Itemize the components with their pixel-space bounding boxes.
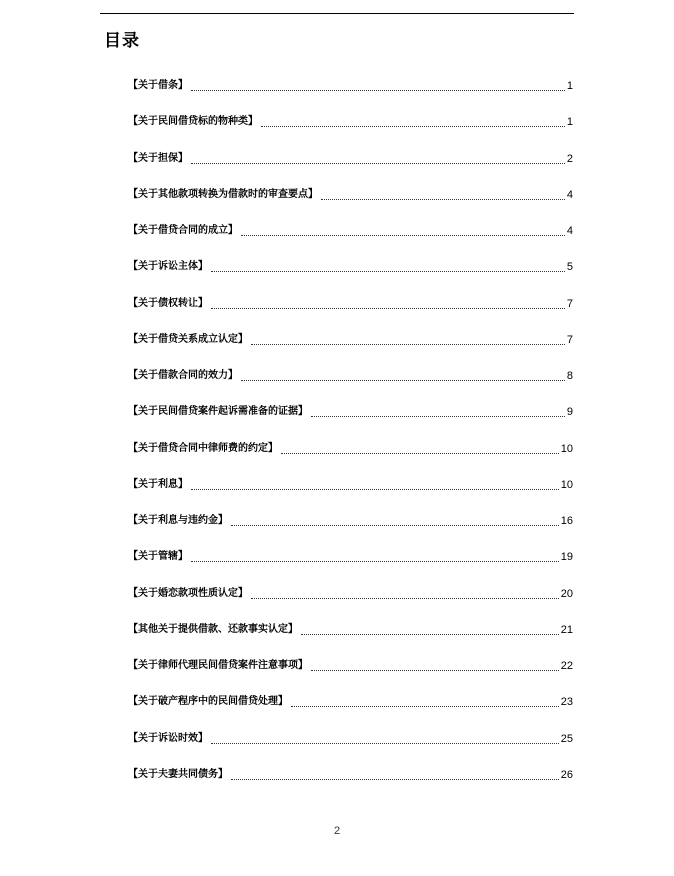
toc-entry[interactable]	[128, 439, 573, 475]
toc-dot-leader	[301, 620, 559, 635]
toc-entry-page-number[interactable]: 10	[560, 478, 573, 491]
toc-entry-title[interactable]: 【关于借贷关系成立认定】	[128, 333, 248, 345]
toc-entry-page-number[interactable]: 22	[560, 660, 573, 672]
toc-entry-page-number[interactable]: 20	[560, 587, 573, 600]
toc-entry[interactable]	[128, 584, 573, 620]
toc-entry-title[interactable]: 【关于担保】	[128, 152, 188, 164]
toc-entry-page-number[interactable]: 7	[566, 297, 573, 310]
toc-entry-page-number[interactable]: 5	[566, 261, 573, 274]
header-rule	[100, 13, 574, 14]
toc-dot-leader	[191, 149, 565, 164]
toc-entry[interactable]	[128, 221, 573, 257]
toc-dot-leader	[251, 330, 565, 345]
toc-entry-page-number[interactable]: 8	[566, 370, 573, 382]
toc-entry-title[interactable]: 【其他关于提供借款、还款事实认定】	[128, 623, 298, 635]
toc-entry-page-number[interactable]: 4	[566, 225, 573, 237]
toc-dot-leader	[321, 185, 565, 200]
toc-dot-leader	[191, 76, 565, 91]
toc-entry-title[interactable]: 【关于民间借贷案件起诉需准备的证据】	[128, 406, 308, 418]
toc-entry[interactable]	[128, 366, 573, 402]
toc-entry-page-number[interactable]: 16	[560, 515, 573, 527]
toc-entry-title[interactable]: 【关于其他款项转换为借款时的审查要点】	[128, 188, 318, 200]
toc-entry-title[interactable]: 【关于利息与违约金】	[128, 515, 228, 526]
toc-entry[interactable]	[128, 547, 573, 583]
toc-entry-title[interactable]: 【关于破产程序中的民间借贷处理】	[128, 696, 288, 708]
toc-entry[interactable]	[128, 729, 573, 765]
page-number: 2	[333, 825, 341, 837]
toc-entry[interactable]	[128, 149, 573, 185]
toc-entry-page-number[interactable]: 2	[566, 152, 573, 165]
toc-entry-title[interactable]: 【关于诉讼时效】	[128, 732, 208, 744]
toc-dot-leader	[311, 656, 559, 671]
toc-dot-leader	[211, 729, 559, 744]
toc-entry[interactable]	[128, 692, 573, 728]
toc-entry-title[interactable]: 【关于夫妻共同债务】	[128, 768, 228, 780]
toc-dot-leader	[261, 112, 565, 127]
toc-dot-leader	[281, 439, 559, 454]
toc-entry[interactable]	[128, 511, 573, 547]
toc-entry[interactable]	[128, 656, 573, 692]
toc-entry-title[interactable]: 【关于借贷合同中律师费的约定】	[128, 442, 278, 454]
toc-entry-page-number[interactable]: 1	[566, 80, 573, 92]
toc-entry-title[interactable]: 【关于婚恋款项性质认定】	[128, 587, 248, 599]
toc-entry[interactable]	[128, 257, 573, 293]
toc-entry-page-number[interactable]: 10	[560, 442, 573, 455]
toc-entry-page-number[interactable]: 7	[566, 333, 573, 346]
toc-entry-title[interactable]: 【关于律师代理民间借贷案件注意事项】	[128, 660, 308, 671]
toc-dot-leader	[231, 511, 559, 526]
toc-entry[interactable]	[128, 475, 573, 511]
toc-entry-page-number[interactable]: 25	[560, 732, 573, 745]
toc-entry-page-number[interactable]: 21	[560, 623, 573, 636]
toc-dot-leader	[311, 402, 565, 417]
toc-dot-leader	[191, 547, 559, 562]
toc-entry-title[interactable]: 【关于借条】	[128, 80, 188, 91]
toc-dot-leader	[241, 221, 565, 236]
toc-entry[interactable]	[128, 294, 573, 330]
toc-entry-page-number[interactable]: 1	[566, 116, 573, 129]
toc-entry-page-number[interactable]: 26	[560, 768, 573, 781]
toc-entry[interactable]	[128, 402, 573, 438]
toc-entry[interactable]	[128, 620, 573, 656]
toc-entry-page-number[interactable]: 23	[560, 696, 573, 709]
toc-entry-title[interactable]: 【关于管辖】	[128, 551, 188, 563]
toc-entry-title[interactable]: 【关于借款合同的效力】	[128, 370, 238, 381]
toc-dot-leader	[211, 294, 565, 309]
toc-entry[interactable]	[128, 112, 573, 148]
toc-entry[interactable]	[128, 185, 573, 221]
toc-entry-title[interactable]: 【关于诉讼主体】	[128, 261, 208, 273]
toc-entry-page-number[interactable]: 19	[560, 551, 573, 564]
toc-dot-leader	[231, 765, 559, 780]
toc-dot-leader	[211, 257, 565, 272]
toc-entry-page-number[interactable]: 4	[566, 188, 573, 201]
toc-dot-leader	[291, 692, 559, 707]
toc-dot-leader	[241, 366, 565, 381]
toc-entry[interactable]	[128, 76, 573, 112]
toc-entry-title[interactable]: 【关于民间借贷标的物种类】	[128, 116, 258, 128]
toc-entry-page-number[interactable]: 9	[566, 406, 573, 419]
toc-heading: 目录	[104, 31, 140, 51]
toc-dot-leader	[251, 584, 559, 599]
toc-dot-leader	[191, 475, 559, 490]
toc-list	[128, 76, 573, 801]
toc-entry-title[interactable]: 【关于借贷合同的成立】	[128, 225, 238, 236]
toc-entry-title[interactable]: 【关于利息】	[128, 478, 188, 490]
toc-entry-title[interactable]: 【关于债权转让】	[128, 297, 208, 309]
toc-entry[interactable]	[128, 765, 573, 801]
toc-entry[interactable]	[128, 330, 573, 366]
